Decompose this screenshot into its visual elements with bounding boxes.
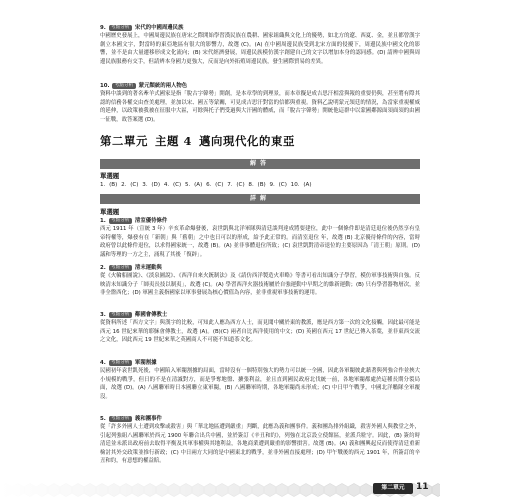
explanation-4	[100, 359, 420, 401]
question-body: 中國歷史發展上，中國周邊民族在唐宋之際開始學習漢民族在農耕、國家組織與文化上的優勢，如北方的遼、西夏、金，並且都曾漢字創立本國文字，對當時的東亞地區有很大的影響力，故選 (C)。(A) 在中國周邊民族受到北宋方面的侵擾下，周邊民族中國文化的影響，並不是由大量遷移形成文化流向；(B) 宋代經濟發展，周邊民族模仿漢字創建自己的文字以增加本身的認同感。(D) 請辨中國與周邊民族服務有交手，但請辨本身國力更強大，反而是向外拓殖周邊民族，發生國際貿易的差異。	[100, 33, 420, 65]
explanation-number: 5.	[100, 416, 106, 422]
unit-title: 邁向現代化的東亞	[199, 134, 295, 148]
analysis-tag: 考點分析	[109, 218, 132, 224]
analysis-tag: 考點分析	[109, 25, 132, 31]
explanation-body: 從「許多外國人士遭到攻擊或殺害」與「華北地區遭到嚴重」判斷，此應為義和團事件。義和團為排外組織，殺害外國人與教堂之外，引起列強組八國聯軍於西元 1900 年聯合出兵中國，並於簽訂《辛丑和約》，列強在北京設立使館區，並派兵駐守。因此，(B) 簽約時清廷並未派出政府前去取得平衡及其軍事權與其地利益，各地商業遭到嚴重的影響損害。故選 (B)。(A) 義和團興起反而使得清廷重新檢討其外交政策並推行新政；(C) 中日兩方大同的是中國東北的戰爭，並非外國直接處理；(D) 甲午戰後的西元 1901 年，所簽訂的辛丑和約，有意想的權益賠。	[100, 424, 420, 465]
explanation-title: 清室優待條件	[134, 218, 168, 224]
answers-bar: 解答	[100, 159, 420, 169]
answers-line: 1. (B) 2. (C) 3. (D) 4. (C) 5. (A) 6. (C) 7. (C) 8. (B) 9. (C) 10. (A)	[100, 182, 312, 188]
analysis-tag: 考點分析	[109, 265, 132, 271]
explanation-body: 從《火輪船圖說》、《淡泉圖說》、《西洋自來火銃制法》及《請仿西洋製造火車略》等書可看出知識分子學習，模仿軍事技術與自強。反映清末知識分子「師夷長技以制夷」，故選 (C)。(A) 學習西洋火器技術屬於自強運動中早期之的維新運動；(B) 只有學習器物層次，並非全盤西化；(D) 軍國主義指國家以軍事發展為核心價值為內容，並非重視軍事技術的運用。	[100, 273, 420, 297]
analysis-tag: 考點分析	[109, 416, 132, 422]
unit-theme: 主題 4	[154, 134, 193, 148]
explanation-body: 民國初年袁世凱死後，中國陷入軍閥割據的局面，當時沒有一個特別強大的勢力可以統一全國，因此各軍閥彼此藉著與列強合作並挾大小規模的戰爭，但日的不是在清滅對方，而是爭奪地盤、擴張利益，並且直到國民政府北伐統一前，各地軍閥都處於這種長期分裂局面，故選 (D)。(A) 八國聯軍時日本國聯立東軍閥，(B) 八國聯軍時期，各地軍閥尚未形成；(C) 中日甲午戰爭，中國北洋艦隊全軍覆沒。	[100, 368, 420, 400]
question-10	[100, 82, 420, 124]
analysis-tag: 考點分析	[109, 312, 132, 318]
explanation-title: 鄰國會傳教士	[134, 312, 168, 318]
explanation-title: 清末運動與	[134, 265, 162, 271]
unit-heading	[100, 133, 302, 149]
answers-heading: 單選題	[100, 172, 120, 180]
footer-unit-label: 第二單元	[373, 483, 413, 494]
analysis-tag: 考點分析	[109, 360, 132, 366]
question-9	[100, 24, 420, 66]
unit-part: 第二單元	[100, 134, 148, 148]
question-number: 9.	[100, 25, 106, 31]
explanation-title: 義和團事件	[134, 416, 162, 422]
explanation-5	[100, 415, 420, 465]
question-title: 蒙元類統的兩人物色	[138, 83, 188, 89]
explanation-1	[100, 217, 420, 259]
analysis-tag: 考點分析	[112, 83, 135, 89]
explanation-3	[100, 311, 420, 345]
explanation-heading: 單選題	[100, 208, 120, 216]
explanation-number: 1.	[100, 218, 106, 224]
explanation-2	[100, 264, 420, 298]
question-body: 資料中談到的著名牽羊式國家是指「脫古字韓勢」開創，是本章學的到理景，而本章擬是成吉思汗相當與報的重要仍與，甚至將有際其認的信務各權交由查美處理，並加以宋、國五等蒙關，可見成吉思汗對當的信都與重視。資料乙說明蒙元領廷的情況，為當家重視權威的延伸，以政策被我被在征服中大區，可餘與托子們受過與大汗國的體威，而「脫古字韓勢」開統他這群中以蒙國鄰源面須面須的由國一征戰，故答案選 (D)。	[100, 91, 420, 123]
page-number: 11	[416, 482, 429, 492]
explanation-number: 3.	[100, 312, 106, 318]
explanation-body: 西元 1911 年（宣統 3 年）辛亥革命爆發後，袁世凱與北洋軍隊與清廷談判達成將要建位，此中一個條件即是清廷退位後仍然享有皇帝特權等，爆發有在「新朝」與「舊朝」之中也日可以的形成，給予此正常的。而清室退位 年，故選 (B) 北京優待條件的內容，當時政府曾以此條件退位，以求得國家統一，故選 (B)。(A) 並非事體退位所致；(C) 袁世凱對清帝退位的主要原因為「清王朝」原則。(D) 議和等理的一方之主，涌現了其後「復辟」。	[100, 226, 420, 258]
explanation-body: 從資料所述「西方文字」與漢字的比較，可知此人應為西方人士，而見聞中關於東的教派，應是西方第一次的文化接觸，因此最可能是西元 16 世紀來華的耶穌會傳教士，故選 (A)。(B)(C) 兩者自比西洋使用的中文；(D) 英國在西元 17 世紀已傳入茶葉，並非東西交流之文化，因此西元 19 世紀來華之英國商人不可能不知道茶文化。	[100, 320, 420, 344]
explanation-title: 軍閥割據	[134, 360, 157, 366]
explanation-number: 4.	[100, 360, 106, 366]
question-number: 10.	[100, 83, 110, 89]
explanation-bar: 詳解	[100, 194, 420, 204]
explanation-number: 2.	[100, 265, 106, 271]
question-title: 宋代的中國周邊民族	[134, 25, 184, 31]
